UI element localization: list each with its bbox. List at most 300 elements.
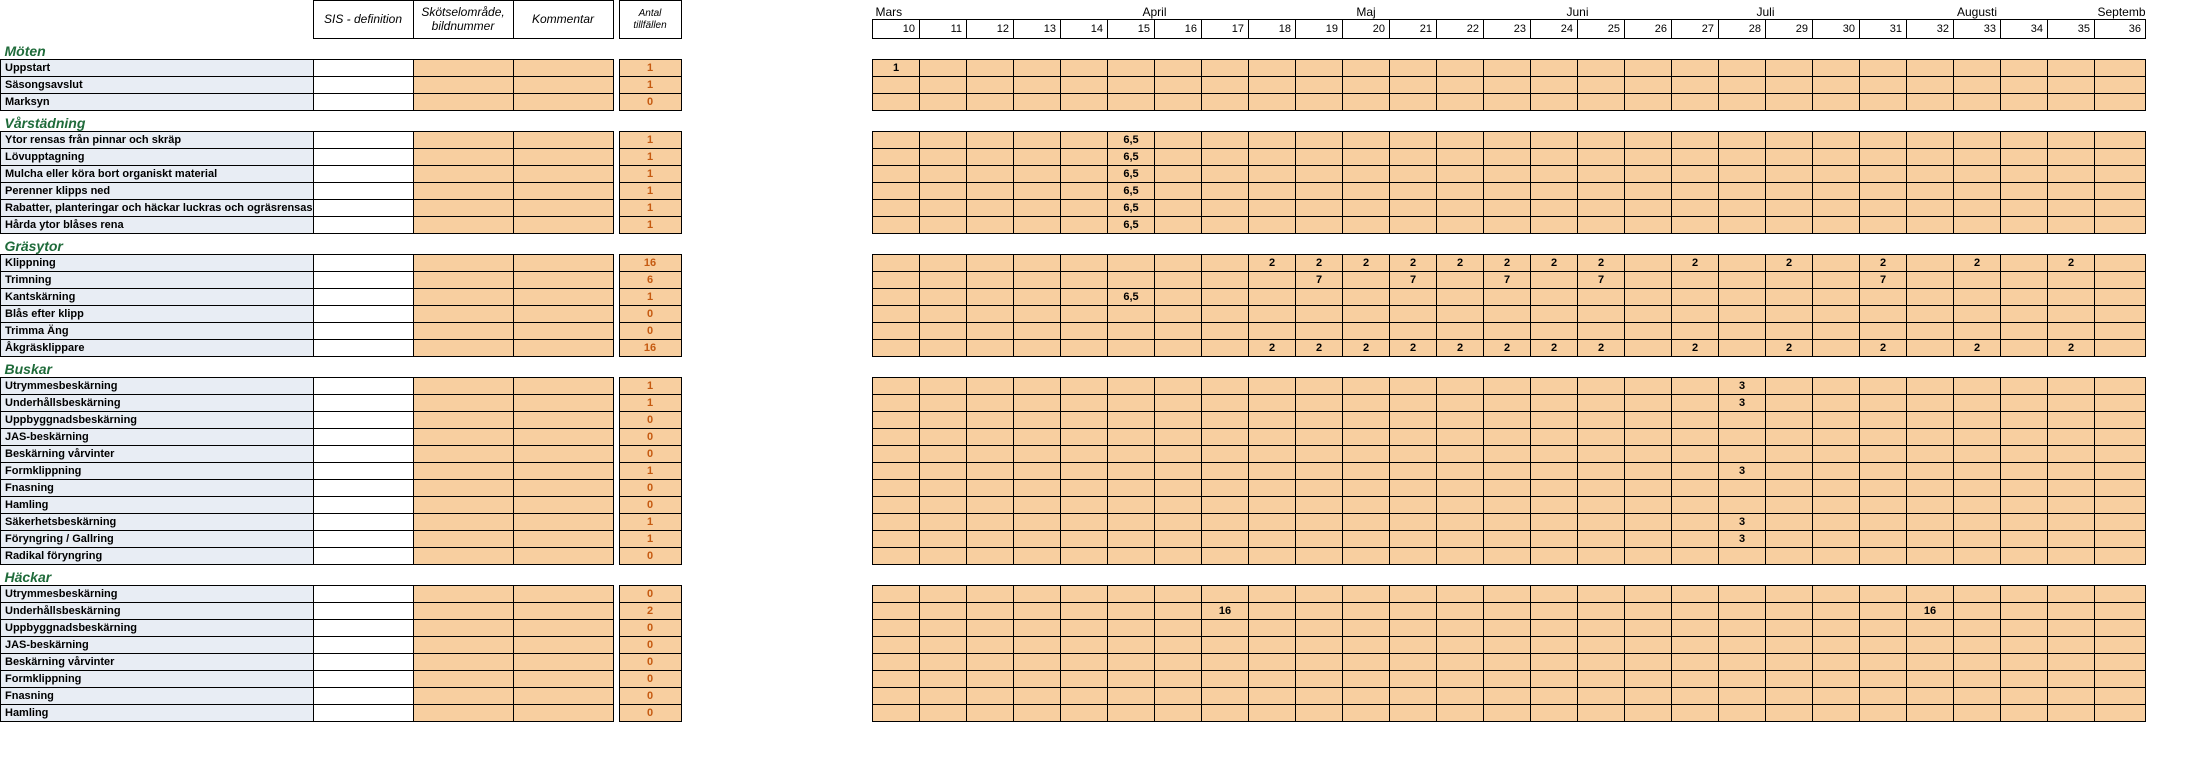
sis-definition-cell[interactable]: [313, 480, 413, 497]
calendar-cell[interactable]: [1578, 288, 1625, 305]
calendar-cell[interactable]: [2095, 165, 2146, 182]
sis-definition-cell[interactable]: [313, 323, 413, 340]
calendar-cell[interactable]: [1390, 377, 1437, 394]
sis-definition-cell[interactable]: [313, 429, 413, 446]
calendar-cell[interactable]: [1531, 271, 1578, 288]
calendar-cell[interactable]: [2048, 704, 2095, 721]
calendar-cell[interactable]: [1343, 602, 1390, 619]
calendar-cell[interactable]: [1343, 216, 1390, 233]
calendar-cell[interactable]: [1296, 653, 1343, 670]
calendar-cell[interactable]: [1672, 199, 1719, 216]
calendar-cell[interactable]: [1672, 377, 1719, 394]
calendar-cell[interactable]: [1437, 288, 1484, 305]
calendar-cell[interactable]: [1061, 394, 1108, 411]
task-name-cell[interactable]: Formklippning: [1, 671, 314, 688]
calendar-row[interactable]: [873, 148, 2146, 165]
calendar-row[interactable]: [873, 496, 2146, 513]
comment-cell[interactable]: [513, 60, 613, 77]
calendar-cell[interactable]: [1766, 271, 1813, 288]
calendar-cell[interactable]: [1907, 182, 1954, 199]
calendar-cell[interactable]: [1014, 547, 1061, 564]
calendar-cell[interactable]: [1437, 636, 1484, 653]
calendar-cell[interactable]: [1249, 377, 1296, 394]
calendar-cell[interactable]: [1343, 182, 1390, 199]
calendar-row[interactable]: [873, 339, 2146, 356]
calendar-cell[interactable]: [1155, 93, 1202, 110]
calendar-cell[interactable]: [1954, 271, 2001, 288]
calendar-cell[interactable]: [873, 254, 920, 271]
calendar-cell[interactable]: [1672, 271, 1719, 288]
calendar-cell[interactable]: [1954, 182, 2001, 199]
comment-cell[interactable]: [513, 323, 613, 340]
calendar-cell[interactable]: [1672, 636, 1719, 653]
calendar-cell[interactable]: [2048, 76, 2095, 93]
calendar-cell[interactable]: [920, 339, 967, 356]
calendar-cell[interactable]: [1907, 131, 1954, 148]
count-cell[interactable]: 16: [619, 340, 681, 357]
calendar-cell[interactable]: [1437, 148, 1484, 165]
calendar-cell[interactable]: [1202, 704, 1249, 721]
calendar-cell[interactable]: [1719, 271, 1766, 288]
calendar-cell[interactable]: [1014, 496, 1061, 513]
calendar-cell[interactable]: [1578, 131, 1625, 148]
calendar-cell[interactable]: [1202, 165, 1249, 182]
calendar-cell[interactable]: [2001, 182, 2048, 199]
calendar-cell[interactable]: [967, 271, 1014, 288]
count-cell[interactable]: 0: [619, 637, 681, 654]
calendar-cell[interactable]: [1343, 93, 1390, 110]
calendar-cell[interactable]: [1625, 445, 1672, 462]
task-name-cell[interactable]: Hamling: [1, 705, 314, 722]
calendar-cell[interactable]: [1531, 199, 1578, 216]
calendar-cell[interactable]: [1907, 636, 1954, 653]
calendar-cell[interactable]: [1296, 305, 1343, 322]
task-name-cell[interactable]: Perenner klipps ned: [1, 183, 314, 200]
calendar-cell[interactable]: [1437, 602, 1484, 619]
calendar-cell[interactable]: [1813, 377, 1860, 394]
comment-cell[interactable]: [513, 620, 613, 637]
calendar-cell[interactable]: [1437, 513, 1484, 530]
calendar-cell[interactable]: [920, 619, 967, 636]
calendar-cell[interactable]: [920, 653, 967, 670]
calendar-cell[interactable]: 2: [1531, 339, 1578, 356]
calendar-cell[interactable]: [1437, 704, 1484, 721]
calendar-cell[interactable]: [1061, 496, 1108, 513]
calendar-cell[interactable]: [1155, 547, 1202, 564]
calendar-cell[interactable]: [967, 59, 1014, 76]
calendar-cell[interactable]: [1343, 199, 1390, 216]
calendar-cell[interactable]: [1343, 59, 1390, 76]
calendar-cell[interactable]: [1954, 148, 2001, 165]
calendar-cell[interactable]: [1625, 305, 1672, 322]
calendar-cell[interactable]: [1296, 165, 1343, 182]
area-cell[interactable]: [413, 77, 513, 94]
calendar-cell[interactable]: [1202, 59, 1249, 76]
calendar-row[interactable]: [873, 182, 2146, 199]
calendar-cell[interactable]: [920, 199, 967, 216]
table-row[interactable]: [1, 603, 682, 620]
calendar-cell[interactable]: [1343, 462, 1390, 479]
calendar-cell[interactable]: [1390, 411, 1437, 428]
calendar-cell[interactable]: [1390, 148, 1437, 165]
calendar-cell[interactable]: [1813, 636, 1860, 653]
calendar-cell[interactable]: [1014, 670, 1061, 687]
calendar-cell[interactable]: [2095, 636, 2146, 653]
calendar-cell[interactable]: [1954, 288, 2001, 305]
calendar-cell[interactable]: [1954, 131, 2001, 148]
calendar-cell[interactable]: [1578, 619, 1625, 636]
sis-definition-cell[interactable]: [313, 77, 413, 94]
calendar-cell[interactable]: [1061, 411, 1108, 428]
calendar-cell[interactable]: [1813, 653, 1860, 670]
calendar-row[interactable]: [873, 687, 2146, 704]
calendar-cell[interactable]: [1766, 687, 1813, 704]
calendar-cell[interactable]: [873, 271, 920, 288]
sis-definition-cell[interactable]: [313, 60, 413, 77]
calendar-cell[interactable]: [1719, 479, 1766, 496]
calendar-cell[interactable]: [1249, 479, 1296, 496]
calendar-cell[interactable]: [1766, 148, 1813, 165]
area-cell[interactable]: [413, 497, 513, 514]
calendar-cell[interactable]: 3: [1719, 377, 1766, 394]
calendar-cell[interactable]: [1296, 619, 1343, 636]
calendar-cell[interactable]: [920, 288, 967, 305]
calendar-cell[interactable]: [1766, 76, 1813, 93]
calendar-cell[interactable]: [2001, 394, 2048, 411]
calendar-cell[interactable]: [873, 602, 920, 619]
calendar-cell[interactable]: [967, 339, 1014, 356]
calendar-row[interactable]: [873, 704, 2146, 721]
task-name-cell[interactable]: Säsongsavslut: [1, 77, 314, 94]
calendar-cell[interactable]: [1202, 254, 1249, 271]
calendar-cell[interactable]: [1061, 530, 1108, 547]
calendar-cell[interactable]: [2048, 93, 2095, 110]
calendar-cell[interactable]: [1578, 704, 1625, 721]
calendar-cell[interactable]: [1296, 530, 1343, 547]
calendar-cell[interactable]: [2095, 305, 2146, 322]
sis-definition-cell[interactable]: [313, 514, 413, 531]
calendar-cell[interactable]: [1578, 513, 1625, 530]
calendar-cell[interactable]: [1108, 271, 1155, 288]
calendar-cell[interactable]: [1249, 619, 1296, 636]
calendar-cell[interactable]: [920, 687, 967, 704]
calendar-cell[interactable]: [1061, 547, 1108, 564]
comment-cell[interactable]: [513, 272, 613, 289]
calendar-cell[interactable]: [1437, 377, 1484, 394]
calendar-cell[interactable]: [1860, 377, 1907, 394]
calendar-cell[interactable]: [1625, 636, 1672, 653]
calendar-cell[interactable]: [2095, 271, 2146, 288]
calendar-cell[interactable]: [1202, 636, 1249, 653]
calendar-cell[interactable]: [1954, 670, 2001, 687]
calendar-cell[interactable]: [1766, 182, 1813, 199]
calendar-cell[interactable]: [920, 547, 967, 564]
calendar-cell[interactable]: [1625, 585, 1672, 602]
calendar-cell[interactable]: [1249, 394, 1296, 411]
calendar-cell[interactable]: 7: [1578, 271, 1625, 288]
calendar-cell[interactable]: [873, 513, 920, 530]
area-cell[interactable]: [413, 60, 513, 77]
calendar-cell[interactable]: [1860, 585, 1907, 602]
calendar-cell[interactable]: [1249, 165, 1296, 182]
calendar-cell[interactable]: [1813, 445, 1860, 462]
calendar-cell[interactable]: [1202, 322, 1249, 339]
calendar-cell[interactable]: [1155, 513, 1202, 530]
calendar-cell[interactable]: [1155, 704, 1202, 721]
count-cell[interactable]: 1: [619, 200, 681, 217]
calendar-cell[interactable]: [1390, 59, 1437, 76]
calendar-cell[interactable]: [1343, 271, 1390, 288]
calendar-cell[interactable]: [1343, 687, 1390, 704]
calendar-cell[interactable]: [1155, 271, 1202, 288]
calendar-cell[interactable]: [2048, 496, 2095, 513]
calendar-cell[interactable]: [1625, 428, 1672, 445]
table-row[interactable]: [1, 94, 682, 111]
calendar-cell[interactable]: [1813, 602, 1860, 619]
calendar-cell[interactable]: [1625, 602, 1672, 619]
calendar-row[interactable]: [873, 462, 2146, 479]
calendar-cell[interactable]: [1860, 394, 1907, 411]
calendar-cell[interactable]: [1625, 619, 1672, 636]
calendar-cell[interactable]: 2: [1954, 254, 2001, 271]
area-cell[interactable]: [413, 705, 513, 722]
calendar-cell[interactable]: [920, 148, 967, 165]
calendar-cell[interactable]: [1719, 339, 1766, 356]
sis-definition-cell[interactable]: [313, 132, 413, 149]
calendar-cell[interactable]: [1672, 462, 1719, 479]
calendar-cell[interactable]: [873, 411, 920, 428]
calendar-cell[interactable]: [1484, 687, 1531, 704]
calendar-cell[interactable]: [873, 199, 920, 216]
calendar-cell[interactable]: [1625, 547, 1672, 564]
calendar-cell[interactable]: [1578, 445, 1625, 462]
calendar-cell[interactable]: [1296, 670, 1343, 687]
calendar-row[interactable]: [873, 377, 2146, 394]
calendar-cell[interactable]: [1108, 394, 1155, 411]
calendar-cell[interactable]: [1390, 479, 1437, 496]
calendar-cell[interactable]: [1860, 496, 1907, 513]
calendar-cell[interactable]: [1202, 93, 1249, 110]
calendar-cell[interactable]: [1907, 148, 1954, 165]
calendar-cell[interactable]: [2048, 199, 2095, 216]
calendar-cell[interactable]: [1625, 148, 1672, 165]
calendar-cell[interactable]: [1813, 704, 1860, 721]
count-cell[interactable]: 1: [619, 217, 681, 234]
calendar-cell[interactable]: [1202, 377, 1249, 394]
count-cell[interactable]: 6: [619, 272, 681, 289]
sis-definition-cell[interactable]: [313, 217, 413, 234]
calendar-cell[interactable]: [1014, 619, 1061, 636]
calendar-cell[interactable]: [967, 585, 1014, 602]
calendar-cell[interactable]: [1437, 271, 1484, 288]
calendar-cell[interactable]: [967, 165, 1014, 182]
calendar-cell[interactable]: [873, 182, 920, 199]
calendar-cell[interactable]: [1484, 131, 1531, 148]
comment-cell[interactable]: [513, 480, 613, 497]
calendar-cell[interactable]: [1202, 619, 1249, 636]
calendar-cell[interactable]: [920, 216, 967, 233]
calendar-cell[interactable]: [1108, 496, 1155, 513]
calendar-cell[interactable]: [2095, 530, 2146, 547]
calendar-cell[interactable]: [1907, 462, 1954, 479]
calendar-cell[interactable]: [1907, 165, 1954, 182]
sis-definition-cell[interactable]: [313, 289, 413, 306]
calendar-cell[interactable]: [2048, 619, 2095, 636]
calendar-cell[interactable]: [1860, 322, 1907, 339]
calendar-cell[interactable]: [873, 530, 920, 547]
calendar-cell[interactable]: [1249, 513, 1296, 530]
calendar-cell[interactable]: [1672, 216, 1719, 233]
calendar-cell[interactable]: [1108, 59, 1155, 76]
calendar-cell[interactable]: [1202, 547, 1249, 564]
calendar-cell[interactable]: [2095, 687, 2146, 704]
calendar-row[interactable]: [873, 199, 2146, 216]
calendar-cell[interactable]: [1061, 254, 1108, 271]
calendar-cell[interactable]: [1296, 76, 1343, 93]
calendar-cell[interactable]: [873, 76, 920, 93]
calendar-cell[interactable]: 6,5: [1108, 131, 1155, 148]
calendar-cell[interactable]: [920, 254, 967, 271]
calendar-cell[interactable]: [2048, 602, 2095, 619]
calendar-cell[interactable]: [1155, 339, 1202, 356]
calendar-cell[interactable]: [1672, 530, 1719, 547]
table-row[interactable]: [1, 60, 682, 77]
calendar-cell[interactable]: [1813, 547, 1860, 564]
calendar-cell[interactable]: [873, 288, 920, 305]
calendar-cell[interactable]: [2048, 636, 2095, 653]
calendar-cell[interactable]: [1719, 445, 1766, 462]
calendar-cell[interactable]: [1766, 602, 1813, 619]
calendar-cell[interactable]: [1484, 288, 1531, 305]
calendar-cell[interactable]: [1108, 687, 1155, 704]
calendar-cell[interactable]: [1578, 496, 1625, 513]
calendar-cell[interactable]: [1202, 394, 1249, 411]
calendar-cell[interactable]: [1954, 636, 2001, 653]
calendar-cell[interactable]: [1954, 619, 2001, 636]
task-name-cell[interactable]: Hamling: [1, 497, 314, 514]
calendar-cell[interactable]: 3: [1719, 462, 1766, 479]
calendar-cell[interactable]: [1061, 216, 1108, 233]
calendar-cell[interactable]: [2048, 585, 2095, 602]
calendar-cell[interactable]: [2095, 322, 2146, 339]
calendar-cell[interactable]: [920, 445, 967, 462]
calendar-cell[interactable]: [1249, 636, 1296, 653]
calendar-cell[interactable]: [1249, 670, 1296, 687]
calendar-cell[interactable]: [1954, 377, 2001, 394]
calendar-cell[interactable]: [1954, 305, 2001, 322]
calendar-cell[interactable]: [967, 479, 1014, 496]
calendar-cell[interactable]: [1954, 496, 2001, 513]
calendar-cell[interactable]: [1813, 585, 1860, 602]
calendar-cell[interactable]: [1954, 216, 2001, 233]
calendar-cell[interactable]: [1766, 479, 1813, 496]
calendar-cell[interactable]: [1343, 394, 1390, 411]
calendar-cell[interactable]: [1014, 687, 1061, 704]
table-row[interactable]: [1, 446, 682, 463]
calendar-cell[interactable]: [1907, 445, 1954, 462]
calendar-cell[interactable]: [2048, 394, 2095, 411]
calendar-cell[interactable]: [1907, 216, 1954, 233]
calendar-cell[interactable]: [1719, 636, 1766, 653]
calendar-cell[interactable]: [1390, 288, 1437, 305]
calendar-cell[interactable]: [1766, 377, 1813, 394]
calendar-cell[interactable]: [2095, 670, 2146, 687]
calendar-cell[interactable]: [2095, 394, 2146, 411]
calendar-cell[interactable]: [1155, 636, 1202, 653]
count-cell[interactable]: 1: [619, 166, 681, 183]
calendar-cell[interactable]: [1625, 670, 1672, 687]
task-name-cell[interactable]: Trimma Äng: [1, 323, 314, 340]
calendar-cell[interactable]: [1484, 322, 1531, 339]
table-row[interactable]: [1, 548, 682, 565]
comment-cell[interactable]: [513, 429, 613, 446]
calendar-cell[interactable]: [1672, 687, 1719, 704]
calendar-cell[interactable]: [1625, 131, 1672, 148]
calendar-cell[interactable]: [1390, 165, 1437, 182]
calendar-cell[interactable]: [1343, 377, 1390, 394]
comment-cell[interactable]: [513, 531, 613, 548]
calendar-cell[interactable]: [1766, 445, 1813, 462]
calendar-cell[interactable]: [1296, 199, 1343, 216]
calendar-cell[interactable]: [1014, 131, 1061, 148]
calendar-cell[interactable]: [967, 377, 1014, 394]
calendar-cell[interactable]: [1813, 288, 1860, 305]
calendar-cell[interactable]: [967, 76, 1014, 93]
calendar-cell[interactable]: [1390, 216, 1437, 233]
calendar-cell[interactable]: [1249, 288, 1296, 305]
calendar-cell[interactable]: [1343, 670, 1390, 687]
calendar-cell[interactable]: [1907, 653, 1954, 670]
count-cell[interactable]: 16: [619, 255, 681, 272]
calendar-cell[interactable]: [1249, 585, 1296, 602]
calendar-cell[interactable]: 2: [1484, 254, 1531, 271]
calendar-cell[interactable]: [2095, 428, 2146, 445]
table-row[interactable]: [1, 395, 682, 412]
count-cell[interactable]: 1: [619, 132, 681, 149]
calendar-cell[interactable]: [2095, 216, 2146, 233]
calendar-cell[interactable]: [967, 636, 1014, 653]
count-cell[interactable]: 0: [619, 548, 681, 565]
comment-cell[interactable]: [513, 183, 613, 200]
calendar-cell[interactable]: [1437, 411, 1484, 428]
calendar-cell[interactable]: [967, 411, 1014, 428]
calendar-cell[interactable]: 16: [1907, 602, 1954, 619]
calendar-cell[interactable]: [1108, 411, 1155, 428]
calendar-cell[interactable]: 2: [1437, 339, 1484, 356]
calendar-cell[interactable]: [1296, 182, 1343, 199]
calendar-cell[interactable]: [1860, 530, 1907, 547]
calendar-cell[interactable]: [1202, 148, 1249, 165]
count-cell[interactable]: 0: [619, 620, 681, 637]
calendar-cell[interactable]: [967, 254, 1014, 271]
calendar-cell[interactable]: [967, 462, 1014, 479]
comment-cell[interactable]: [513, 340, 613, 357]
calendar-cell[interactable]: [1625, 411, 1672, 428]
calendar-cell[interactable]: [1343, 653, 1390, 670]
calendar-cell[interactable]: [1014, 428, 1061, 445]
calendar-cell[interactable]: [2048, 687, 2095, 704]
calendar-cell[interactable]: [1202, 445, 1249, 462]
task-name-cell[interactable]: Säkerhetsbeskärning: [1, 514, 314, 531]
calendar-cell[interactable]: [1625, 394, 1672, 411]
count-cell[interactable]: 1: [619, 514, 681, 531]
calendar-cell[interactable]: [1766, 670, 1813, 687]
table-row[interactable]: [1, 412, 682, 429]
calendar-cell[interactable]: [1860, 199, 1907, 216]
calendar-cell[interactable]: [1860, 547, 1907, 564]
calendar-cell[interactable]: [1108, 428, 1155, 445]
calendar-cell[interactable]: [1860, 216, 1907, 233]
